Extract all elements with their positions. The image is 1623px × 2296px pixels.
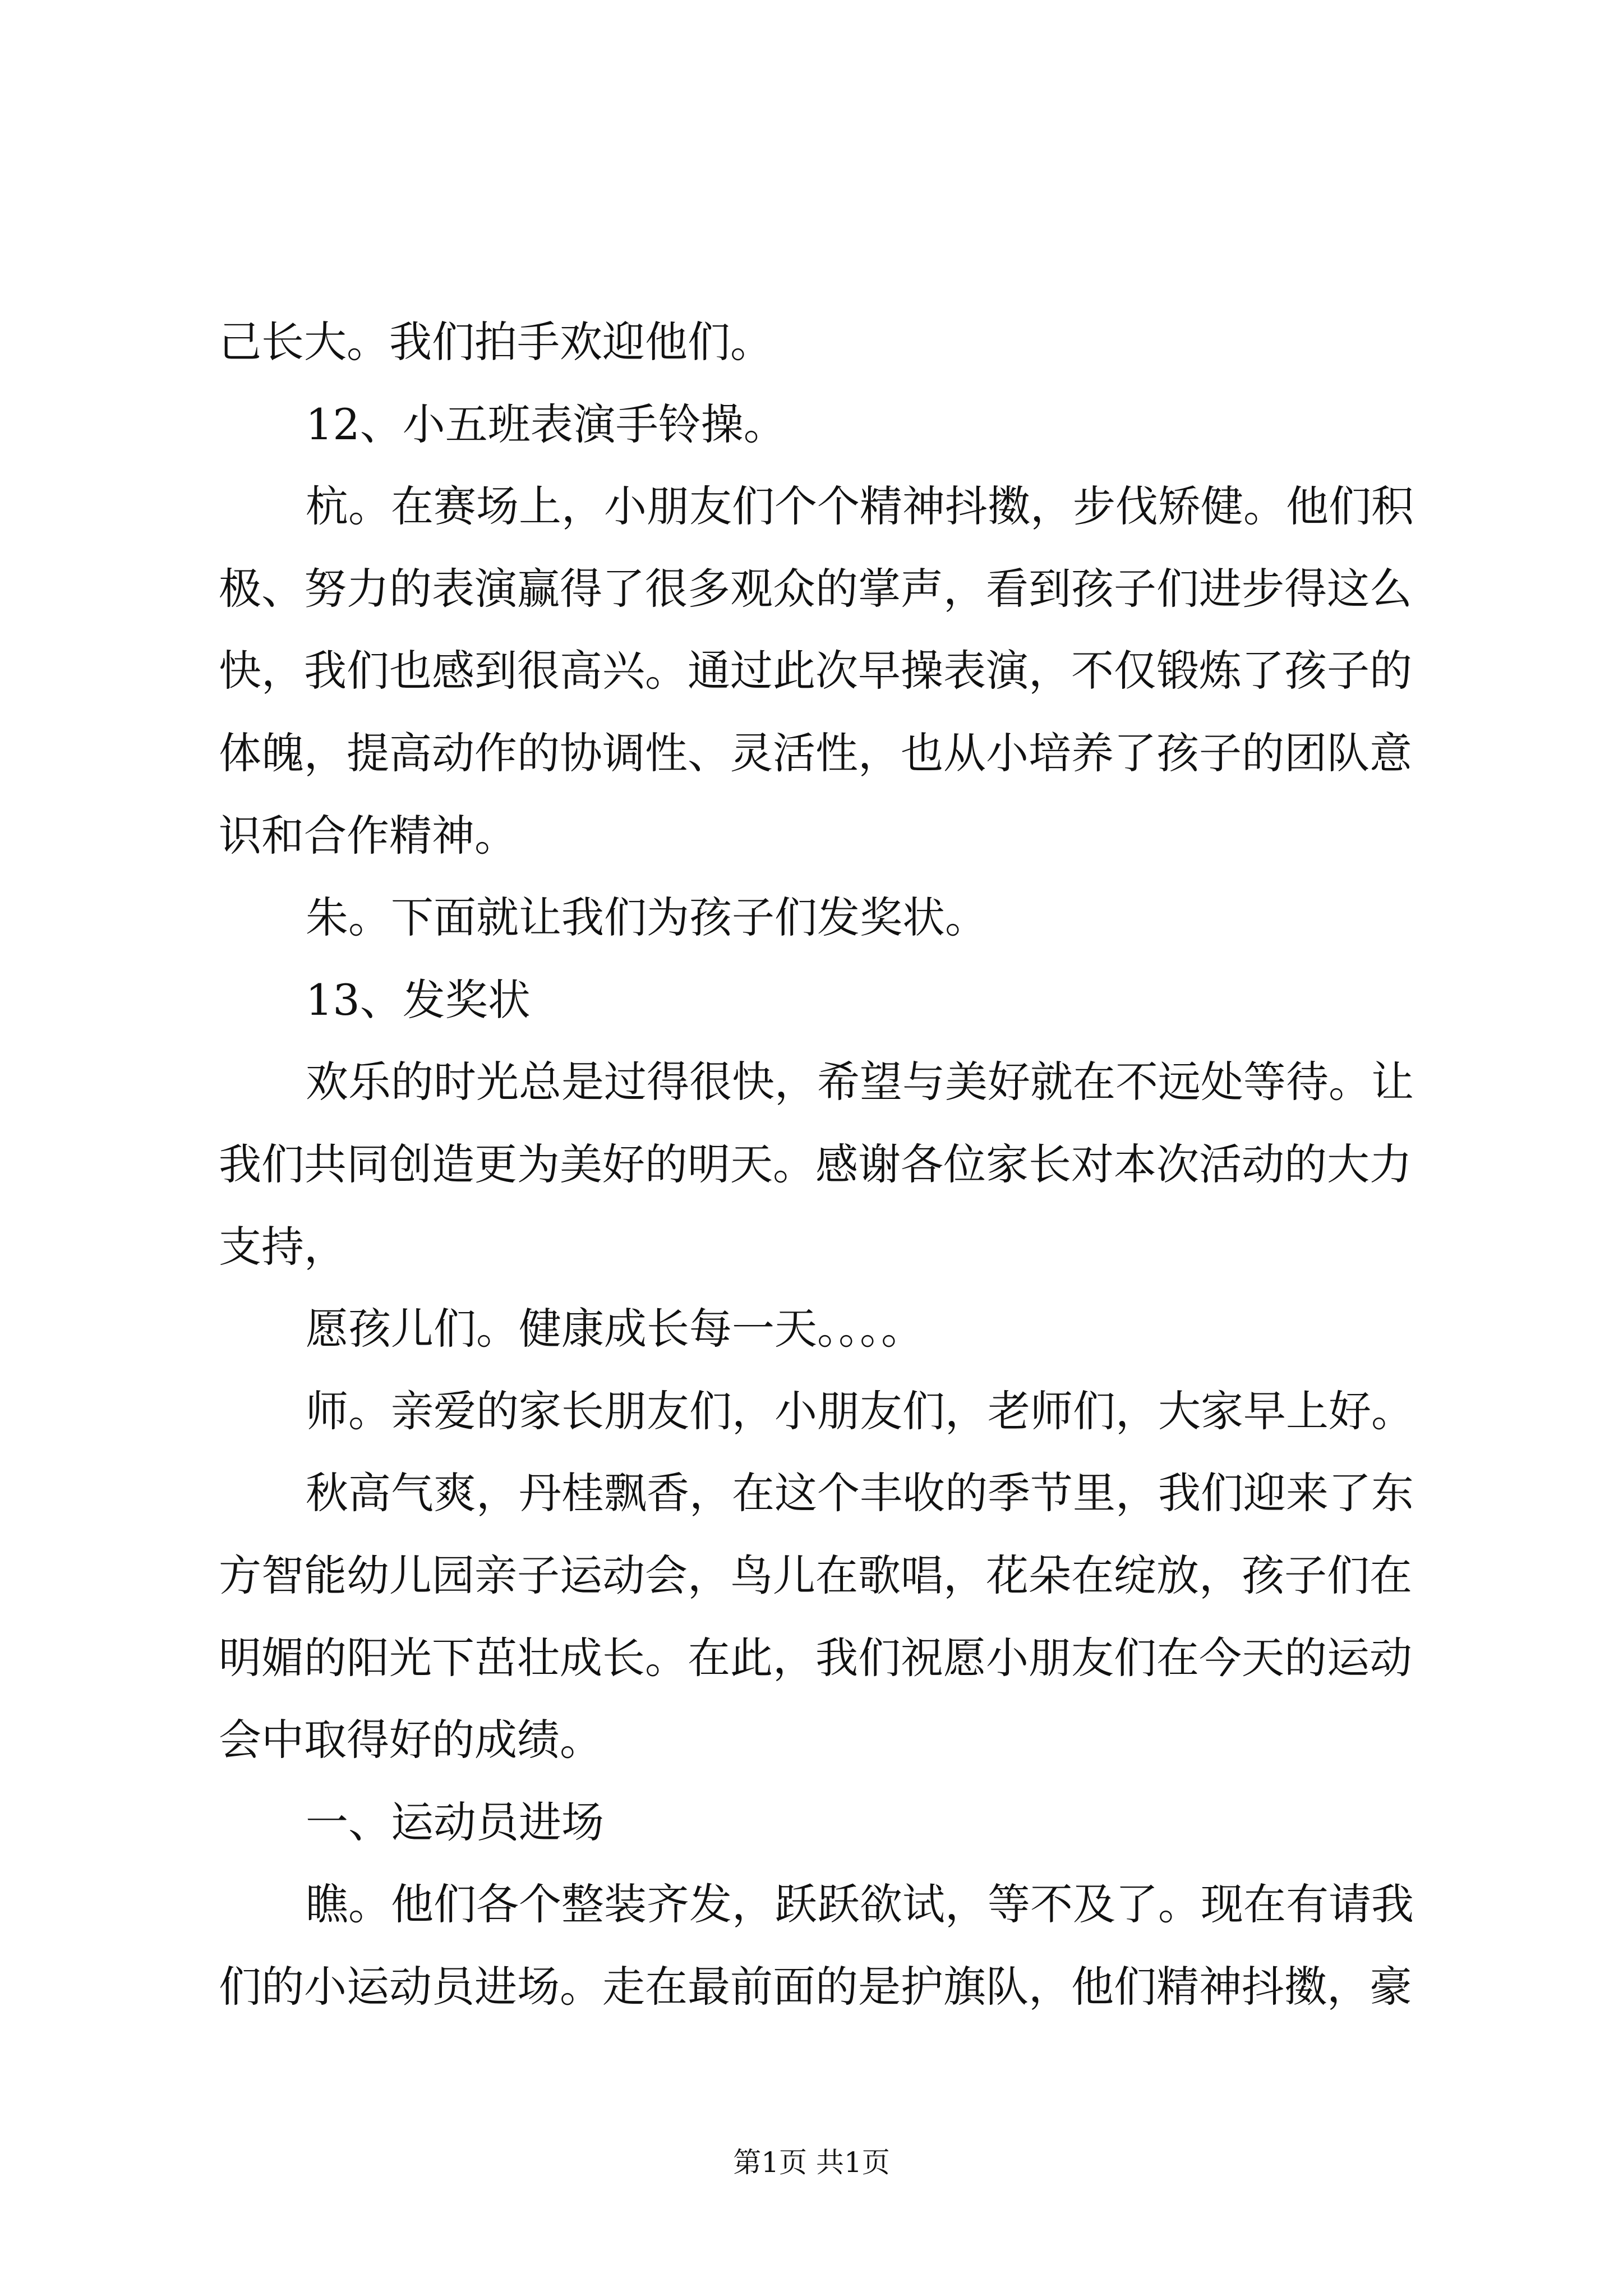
paragraph-first-line: 12、小五班表演手铃操。 (306, 399, 786, 449)
paragraph-line: 极、努力的表演赢得了很多观众的掌声，看到孩子们进步得这么 (219, 563, 1412, 614)
paragraph-line: 识和合作精神。 (219, 810, 517, 861)
paragraph-first-line: 13、发奖状 (306, 974, 531, 1025)
paragraph-line: 我们共同创造更为美好的明天。感谢各位家长对本次活动的大力 (219, 1139, 1412, 1189)
paragraph-first-line: 杭。在赛场上，小朋友们个个精神抖擞，步伐矫健。他们积 (306, 481, 1414, 532)
paragraph-line: 支持， (219, 1221, 347, 1272)
paragraph-first-line: 一、运动员进场 (306, 1797, 604, 1847)
paragraph-line: 们的小运动员进场。走在最前面的是护旗队，他们精神抖擞，豪 (219, 1962, 1412, 2012)
paragraph-line: 快，我们也感到很高兴。通过此次早操表演，不仅锻炼了孩子的 (219, 646, 1412, 696)
paragraph-line: 己长大。我们拍手欢迎他们。 (219, 317, 773, 367)
paragraph-first-line: 瞧。他们各个整装齐发，跃跃欲试，等不及了。现在有请我 (306, 1879, 1414, 1930)
paragraph-line: 方智能幼儿园亲子运动会，鸟儿在歌唱，花朵在绽放，孩子们在 (219, 1550, 1412, 1600)
paragraph-first-line: 愿孩儿们。健康成长每一天。。。。 (306, 1304, 924, 1354)
paragraph-first-line: 师。亲爱的家长朋友们，小朋友们，老师们，大家早上好。 (306, 1386, 1414, 1436)
paragraph-line: 会中取得好的成绩。 (219, 1715, 602, 1765)
paragraph-first-line: 朱。下面就让我们为孩子们发奖状。 (306, 892, 988, 943)
paragraph-first-line: 秋高气爽，丹桂飘香，在这个丰收的季节里，我们迎来了东 (306, 1468, 1414, 1519)
paragraph-line: 明媚的阳光下茁壮成长。在此，我们祝愿小朋友们在今天的运动 (219, 1632, 1412, 1683)
page-footer: 第1页 共1页 (733, 2146, 890, 2179)
paragraph-line: 体魄，提高动作的协调性、灵活性，也从小培养了孩子的团队意 (219, 728, 1412, 778)
paragraph-first-line: 欢乐的时光总是过得很快，希望与美好就在不远处等待。让 (306, 1057, 1414, 1107)
